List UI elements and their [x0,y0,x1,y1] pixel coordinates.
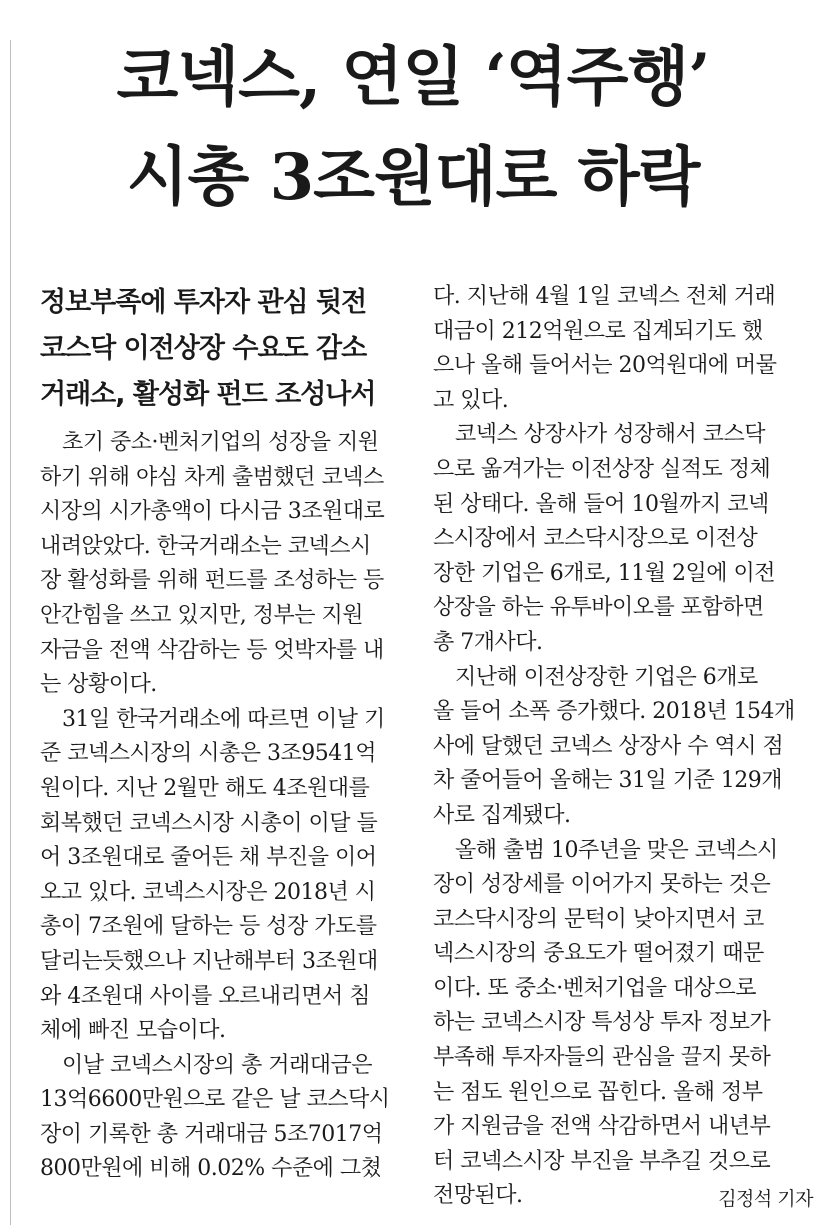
body-line: 체에 빠진 모습이다. [40,1018,226,1044]
body-line: 장이 성장세를 이어가지 못하는 것은 [433,872,771,898]
subheadline-2: 코스닥 이전상장 수요도 감소 [40,333,367,364]
subheadlines [40,280,410,418]
body-line: 장이 기록한 총 거래대금 5조7017억 [40,1121,383,1147]
body-line: 사에 달했던 코넥스 상장사 수 역시 점 [433,733,784,759]
right-column [433,280,813,1214]
body-line: 이날 코넥스시장의 총 거래대금은 [62,1052,373,1078]
body-line: 장 활성화를 위해 펀드를 조성하는 등 [40,568,384,594]
body-line-final [433,1179,813,1214]
headline-line-2: 시총 3조원대로 하락 [126,140,700,215]
subheadline-3: 거래소, 활성화 펀드 조성나서 [40,379,376,410]
body-line: 오고 있다. 코넥스시장은 2018년 시 [40,879,376,905]
body-line: 총 7개사다. [433,629,543,655]
body-line: 이다. 또 중소·벤처기업을 대상으로 [433,975,756,1001]
left-column [40,280,410,1187]
body-line: 13억6600만원으로 같은 날 코스닥시 [40,1087,390,1113]
body-line: 넥스시장의 중요도가 떨어졌기 때문 [433,941,764,967]
body-line: 사로 집계됐다. [433,802,571,828]
body-line: 상장을 하는 유투바이오를 포함하면 [433,595,764,621]
body-line: 터 코넥스시장 부진을 부추길 것으로 [433,1148,771,1174]
column-rule [10,40,11,1225]
body-line: 는 점도 원인으로 꼽힌다. 올해 정부 [433,1079,763,1105]
body-line: 스시장에서 코스닥시장으로 이전상 [433,526,758,552]
body-line: 원이다. 지난 2월만 해도 4조원대를 [40,775,370,801]
body-line: 된 상태다. 올해 들어 10월까지 코넥 [433,491,769,517]
body-line: 안간힘을 쓰고 있지만, 정부는 지원 [40,602,363,628]
body-line: 시장의 시가총액이 다시금 3조원대로 [40,499,385,525]
body-line: 장한 기업은 6개로, 11월 2일에 이전 [433,560,775,586]
body-line: 는 상황이다. [40,672,157,698]
body-line: 올 들어 소폭 증가했다. 2018년 154개 [433,699,795,725]
body-line: 내려앉았다. 한국거래소는 코넥스시 [40,533,371,559]
body-line: 하기 위해 야심 차게 출범했던 코넥스 [40,464,384,490]
body-line: 총이 7조원에 달하는 등 성장 가도를 [40,914,377,940]
body-line: 코넥스 상장사가 성장해서 코스닥 [455,422,766,448]
body-line: 부족해 투자자들의 관심을 끌지 못하 [433,1045,771,1071]
body-line: 으나 올해 들어서는 20억원대에 머물 [433,353,777,379]
body-line: 코스닥시장의 문턱이 낮아지면서 코 [433,906,764,932]
body-line: 올해 출범 10주년을 맞은 코넥스시 [455,837,778,863]
body-line: 고 있다. [433,387,509,413]
body-line: 달리는듯했으나 지난해부터 3조원대 [40,948,378,974]
body-line: 지난해 이전상장한 기업은 6개로 [455,664,758,690]
subheadline-1: 정보부족에 투자자 관심 뒷전 [40,287,367,318]
body-line: 자금을 전액 삭감하는 등 엇박자를 내 [40,637,384,663]
body-line: 어 3조원대로 줄어든 채 부진을 이어 [40,845,377,871]
body-line: 회복했던 코넥스시장 시총이 이달 들 [40,810,378,836]
headline-line-1: 코넥스, 연일 ‘역주행’ [116,40,710,115]
body-line: 800만원에 비해 0.02% 수준에 그쳤 [40,1156,382,1182]
body-line: 하는 코넥스시장 특성상 투자 정보가 [433,1010,771,1036]
body-line: 와 4조원대 사이를 오르내리면서 침 [40,983,370,1009]
byline: 김정석 기자 [718,1188,813,1211]
body-line: 다. 지난해 4월 1일 코넥스 전체 거래 [433,284,776,309]
body-line: 차 줄어들어 올해는 31일 기준 129개 [433,768,782,794]
body-line: 으로 옮겨가는 이전상장 실적도 정체 [433,456,771,482]
body-line: 초기 중소·벤처기업의 성장을 지원 [62,430,379,455]
body-line-text: 전망된다. [433,1183,523,1209]
headline [20,28,806,228]
body-line: 31일 한국거래소에 따르면 이날 기 [62,706,385,732]
left-body [40,426,410,1187]
body-line: 대금이 212억원으로 집계되기도 했 [433,318,763,344]
body-line: 준 코넥스시장의 시총은 3조9541억 [40,741,376,767]
body-line: 가 지원금을 전액 삭감하면서 내년부 [433,1114,771,1140]
